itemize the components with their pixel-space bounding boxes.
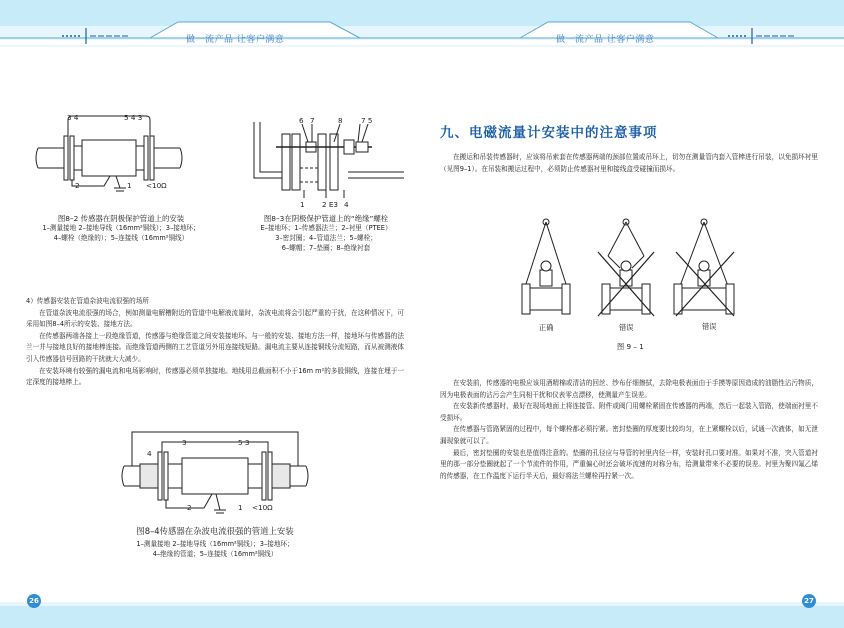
section-9-paragraph-2: 在安装前，传感器的电极应该用酒精棉或清洁的回丝、纱布仔细擦拭，去除电极表面由于手摸等原因造成的油脂性沾污物质，因为电极表面的沾污会产生同相干扰和仪表零点漂移，使测量产生误差。 — [440, 379, 818, 399]
fig-8-2-title: 图8–2 传感器在阴极保护管道上的安装 — [57, 214, 185, 223]
fig-8-2-label-543: 5 4 3 — [124, 113, 143, 122]
section-9-body — [440, 378, 818, 482]
fig-8-2-legend-1: 1–测量接地 2–接地导线（16mm²铜线）；3–接地环； — [42, 224, 200, 233]
fig-8-3-label-8: 8 — [338, 116, 343, 125]
fig-9-1-label-wrong-1: 错误 — [619, 323, 634, 332]
footer-band — [0, 586, 844, 628]
fig-8-3-label-4: 4 — [344, 200, 349, 209]
fig-8-2-label-2: 2 — [75, 181, 80, 190]
fig-8-3-caption — [226, 213, 426, 254]
section-4-paragraph-3: 在安装环境有较强的漏电流和电场影响时，传感器必须单独接地。地线用总截面积不小于16m m²的多股铜线，连接在埋于一定深度的接地棒上。 — [26, 366, 404, 387]
section-9-paragraph-1-text: 在搬运和吊装传感器时，应该将吊索套在传感器两端的颈部位置或吊环上，切勿在测量管内套入管棒进行吊装，以免损坏衬里（见图9–1）。在吊装和搬运过程中，必须防止传感器衬里和接线盒受碰撞而损坏。 — [440, 153, 818, 173]
section-9-paragraph-1 — [440, 152, 818, 175]
fig-8-4-title: 图8–4传感器在杂波电流很强的管道上安装 — [136, 526, 294, 536]
section-4-heading: 4）传感器安装在管道杂波电流很强的场所 — [26, 297, 149, 305]
section-4-paragraph-1: 在管道杂波电流很强的场合，例如测量电解槽附近的管道中电解液流量时，杂波电流将会引起严重的干扰，在这种情况下，可采用如图8–4所示的安装、接地方法。 — [26, 308, 404, 329]
section-9-title: 九、电磁流量计安装中的注意事项 — [440, 125, 658, 141]
fig-8-4-label-53: 5 3 — [238, 438, 250, 447]
fig-8-3-legend-1: E–接地环；1–传感器法兰；2–衬里（PTEE） — [260, 224, 392, 233]
fig-8-3-label-75: 7 5 — [361, 116, 373, 125]
header-slogan-left: 做一流产品 让客户满意 — [186, 35, 285, 45]
fig-8-4-legend-2: 4–绝缘的管道；5–连接线（16mm²铜线） — [152, 549, 278, 558]
fig-8-3-label-2e3: 2 E3 — [322, 200, 338, 209]
fig-8-2-label-34: 3 4 — [67, 113, 79, 122]
fig-8-4-legend-1: 1–测量接地 2–接地导线（16mm²铜线）；3–接地环； — [136, 540, 294, 548]
page-number-left: 26 — [27, 594, 41, 608]
fig-8-3-diagram — [248, 112, 408, 202]
header-slogan-right: 做一流产品 让客户满意 — [556, 35, 655, 45]
fig-8-3-legend-3: 6–螺帽；7–垫圈；8–绝缘衬套 — [281, 243, 371, 252]
fig-8-3-label-1: 1 — [300, 200, 305, 209]
fig-8-2-legend-2: 4–螺栓（绝缘的）；5–连接线（16mm²铜线） — [53, 234, 189, 242]
section-4-text — [26, 296, 404, 389]
fig-8-2-caption — [16, 213, 226, 244]
section-9-paragraph-5: 最后，密封垫圈的安装也是值得注意的。垫圈的孔径应与导管的衬里内径一样，安装时孔口要对准。如果对不准，突入管道衬里的那一部分垫圈就起了一个节流件的作用，严重偏心时还会破坏流速的对称分布，给测量带来不必要的误差。衬里为聚四氟乙烯的传感器，在工作温度下运行半天后，最好将法兰螺栓再拧紧一次。 — [440, 448, 818, 480]
fig-9-1-diagram — [518, 212, 744, 322]
fig-8-3-title: 图8–3在阴极保护管道上的“绝缘”螺栓 — [263, 214, 389, 223]
section-9-paragraph-4: 在传感器与管路紧固的过程中，每个螺栓都必须拧紧。密封垫圈的厚度要比较均匀，在上紧螺栓以后，试通一次液体，如无泄漏现象就可以了。 — [440, 425, 818, 445]
fig-8-3-legend-2: 3–密封圈；4–管道法兰；5–螺栓； — [275, 234, 377, 242]
fig-8-3-label-6: 6 — [299, 116, 304, 125]
fig-9-1-label-correct: 正确 — [539, 323, 554, 332]
page-number-right: 27 — [802, 594, 816, 608]
fig-8-4-legend — [110, 540, 320, 560]
fig-8-4-label-1: 1 — [238, 503, 243, 512]
fig-9-1-caption: 图 9 – 1 — [617, 342, 644, 351]
fig-8-4-label-res: <10Ω — [252, 503, 273, 512]
fig-8-4-diagram — [120, 428, 310, 518]
fig-8-2-label-1: 1 — [127, 181, 132, 190]
fig-9-1-label-wrong-2: 错误 — [702, 322, 717, 331]
fig-8-4-label-3: 3 — [182, 438, 187, 447]
fig-8-2-label-res: <10Ω — [146, 181, 167, 190]
fig-8-3-label-7: 7 — [310, 116, 315, 125]
section-9-paragraph-3: 在安装新传感器时，最好在现场地面上将连接管、附件或阀门用螺栓紧固在传感器的两端，然后一起装入管路，使端面衬里不受损坏。 — [440, 402, 818, 422]
fig-8-4-label-4: 4 — [147, 449, 152, 458]
header-band — [0, 0, 844, 62]
section-4-paragraph-2: 在传感器两端各接上一段绝缘管道，传感器与绝缘管道之间安装接地环。与一般的安装、接地方法一样，接地环与传感器的法兰一并与接地良好的接地棒连接。而绝缘管道两侧的工艺管道另外用连接线短路。漏电流主要从连接铜线分流短路，而从被测液体引入传感器信号回路的干扰就大大减少。 — [26, 331, 404, 363]
fig-8-4-label-2: 2 — [187, 503, 192, 512]
